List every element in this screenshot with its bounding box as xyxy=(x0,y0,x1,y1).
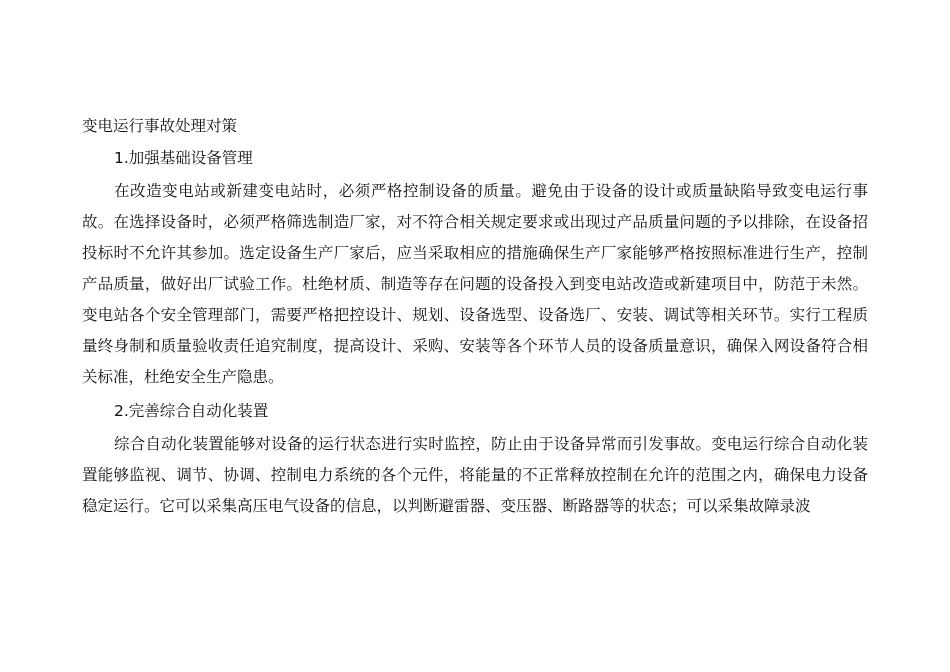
section-1-body: 在改造变电站或新建变电站时，必须严格控制设备的质量。避免由于设备的设计或质量缺陷导致变电运行事故。在选择设备时，必须严格筛选制造厂家，对不符合相关规定要求或出现过产品质量问题的予以排除，在设备招投标时不允许其参加。选定设备生产厂家后，应当采取相应的措施确保生产厂家能够严格按照标准进行生产，控制产品质量，做好出厂试验工作。杜绝材质、制造等存在问题的设备投入到变电站改造或新建项目中，防范于未然。变电站各个安全管理部门，需要严格把控设计、规划、设备选型、设备选厂、安装、调试等相关环节。实行工程质量终身制和质量验收责任追究制度，提高设计、采购、安装等各个环节人员的设备质量意识，确保入网设备符合相关标准，杜绝安全生产隐患。 xyxy=(82,182,868,386)
section-1-heading: 1.加强基础设备管理 xyxy=(114,149,253,167)
section-2-body: 综合自动化装置能够对设备的运行状态进行实时监控，防止由于设备异常而引发事故。变电运行综合自动化装置能够监视、调节、协调、控制电力系统的各个元件，将能量的不正常释放控制在允许的范围之内，确保电力设备稳定运行。它可以采集高压电气设备的信息，以判断避雷器、变压器、断路器等的状态；可以采集故障录波 xyxy=(82,435,868,515)
document-title: 变电运行事故处理对策 xyxy=(82,117,238,135)
document-page xyxy=(82,112,868,526)
section-2-heading: 2.完善综合自动化装置 xyxy=(114,402,269,420)
